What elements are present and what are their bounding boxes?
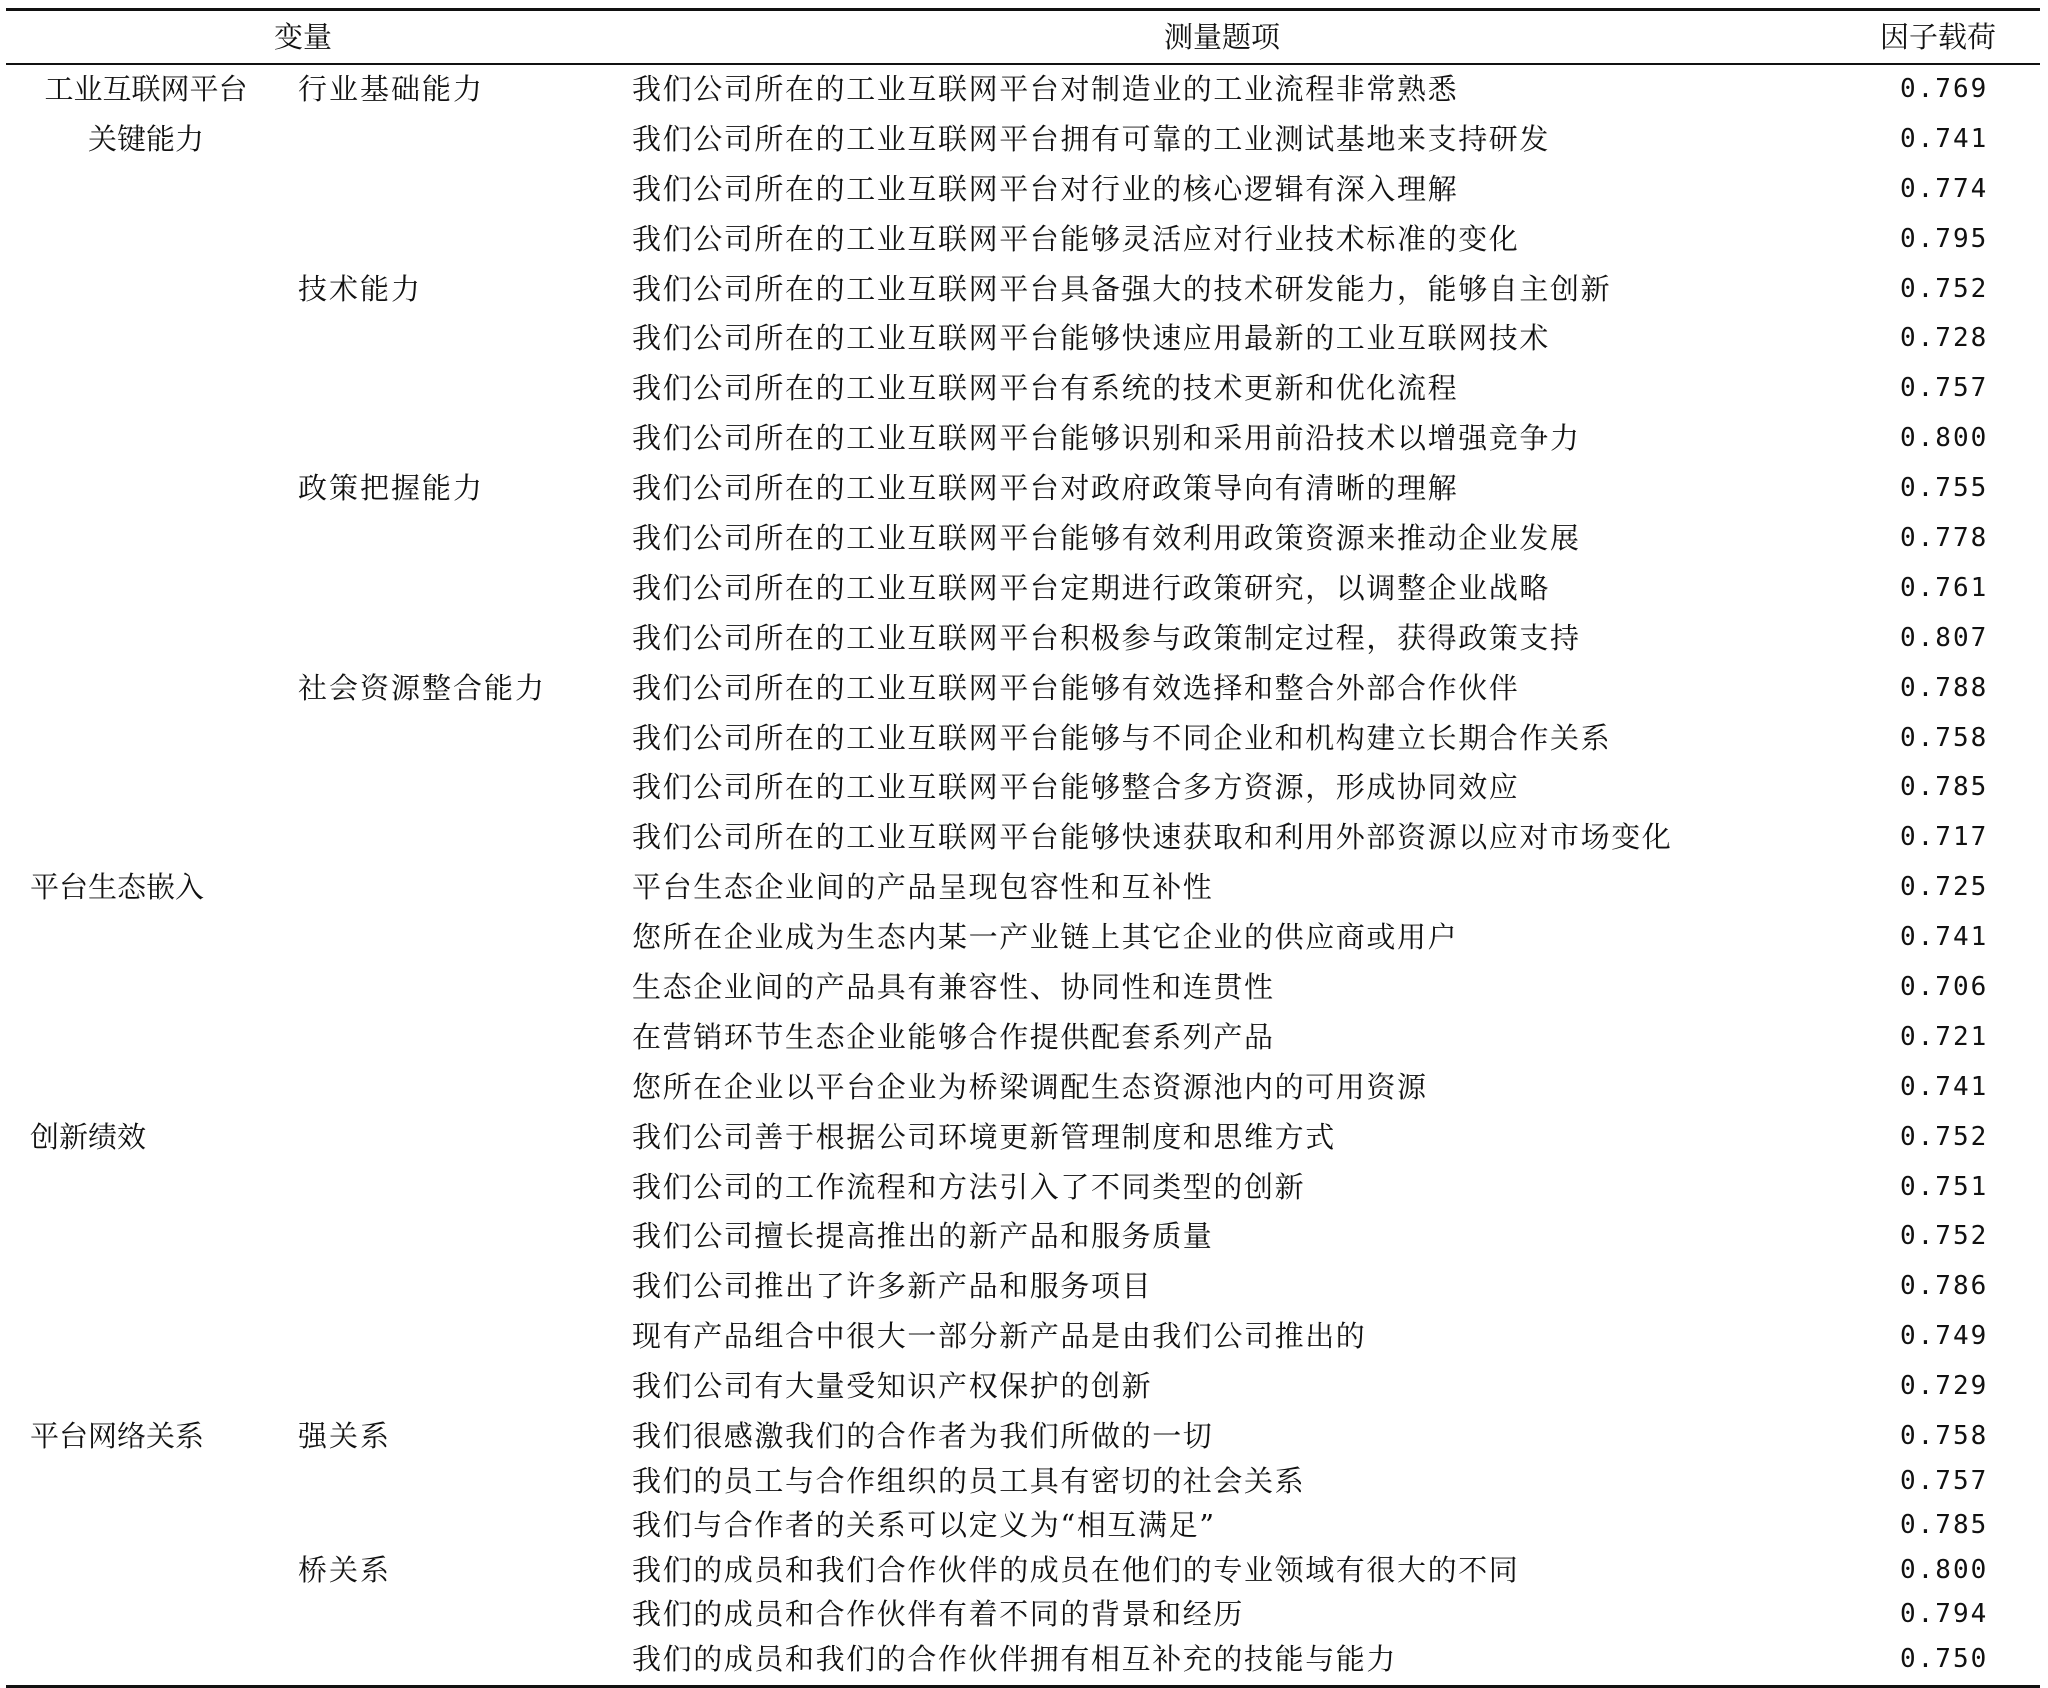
factor-loading-cell: 0.800 xyxy=(1900,423,1989,454)
table-row xyxy=(6,1546,2040,1591)
sub-variable-cell: 技术能力 xyxy=(298,271,423,306)
table-row xyxy=(6,1635,2040,1680)
table-row xyxy=(6,1113,2040,1163)
measurement-item-cell: 我们公司所在的工业互联网平台积极参与政策制定过程，获得政策支持 xyxy=(632,620,1581,655)
measurement-item-cell: 我们公司所在的工业互联网平台拥有可靠的工业测试基地来支持研发 xyxy=(632,121,1551,156)
header-factor-loading: 因子载荷 xyxy=(1880,20,1997,54)
factor-loading-cell: 0.741 xyxy=(1900,1071,1989,1102)
measurement-item-cell: 我们公司推出了许多新产品和服务项目 xyxy=(632,1269,1153,1304)
factor-loading-cell: 0.785 xyxy=(1900,772,1989,803)
measurement-item-cell: 我们的成员和我们合作伙伴的成员在他们的专业领域有很大的不同 xyxy=(632,1552,1520,1587)
variable-cell: 平台网络关系 xyxy=(30,1419,205,1454)
measurement-item-cell: 我们公司所在的工业互联网平台能够灵活应对行业技术标准的变化 xyxy=(632,221,1520,256)
sub-variable-cell: 行业基础能力 xyxy=(298,72,485,106)
measurement-item-cell: 我们公司所在的工业互联网平台具备强大的技术研发能力，能够自主创新 xyxy=(632,271,1612,306)
table-row xyxy=(6,514,2040,564)
factor-loading-cell: 0.758 xyxy=(1900,722,1989,753)
factor-loading-cell: 0.785 xyxy=(1900,1510,1989,1541)
measurement-item-cell: 我们很感激我们的合作者为我们所做的一切 xyxy=(632,1419,1214,1454)
measurement-item-cell: 我们的成员和合作伙伴有着不同的背景和经历 xyxy=(632,1597,1245,1632)
table-row xyxy=(6,813,2040,863)
table-row xyxy=(6,1590,2040,1635)
measurement-item-cell: 您所在企业成为生态内某一产业链上其它企业的供应商或用户 xyxy=(632,920,1459,955)
factor-loading-cell: 0.741 xyxy=(1900,123,1989,154)
factor-loading-cell: 0.725 xyxy=(1900,872,1989,903)
table-row xyxy=(6,1501,2040,1546)
table-row xyxy=(6,614,2040,664)
factor-loading-cell: 0.706 xyxy=(1900,972,1989,1003)
table-header xyxy=(6,11,2040,63)
header-measurement-item: 测量题项 xyxy=(1164,20,1281,54)
factor-loading-cell: 0.755 xyxy=(1900,473,1989,504)
table-row xyxy=(6,165,2040,215)
measurement-item-cell: 我们公司的工作流程和方法引入了不同类型的创新 xyxy=(632,1169,1306,1204)
factor-loading-cell: 0.717 xyxy=(1900,822,1989,853)
factor-loading-cell: 0.741 xyxy=(1900,922,1989,953)
measurement-item-cell: 我们公司所在的工业互联网平台有系统的技术更新和优化流程 xyxy=(632,371,1459,406)
measurement-item-cell: 我们公司所在的工业互联网平台对政府政策导向有清晰的理解 xyxy=(632,471,1459,506)
table-row xyxy=(6,265,2040,315)
factor-loading-cell: 0.788 xyxy=(1900,672,1989,703)
factor-loading-cell: 0.751 xyxy=(1900,1171,1989,1202)
table-row xyxy=(6,1013,2040,1063)
table-row xyxy=(6,714,2040,764)
table-row xyxy=(6,1457,2040,1502)
factor-loading-cell: 0.752 xyxy=(1900,273,1989,304)
variable-cell: 平台生态嵌入 xyxy=(30,870,205,905)
sub-variable-cell: 强关系 xyxy=(298,1419,392,1454)
table-row xyxy=(6,1163,2040,1213)
factor-loading-cell: 0.749 xyxy=(1900,1321,1989,1352)
measurement-item-cell: 我们的成员和我们的合作伙伴拥有相互补充的技能与能力 xyxy=(632,1641,1398,1676)
measurement-item-cell: 我们公司所在的工业互联网平台对制造业的工业流程非常熟悉 xyxy=(632,72,1459,106)
factor-loading-cell: 0.761 xyxy=(1900,572,1989,603)
factor-loading-cell: 0.728 xyxy=(1900,323,1989,354)
measurement-item-cell: 现有产品组合中很大一部分新产品是由我们公司推出的 xyxy=(632,1319,1367,1354)
measurement-item-cell: 我们公司所在的工业互联网平台能够整合多方资源，形成协同效应 xyxy=(632,770,1520,805)
factor-loading-cell: 0.750 xyxy=(1900,1643,1989,1674)
table-row xyxy=(6,1262,2040,1312)
sub-variable-cell: 政策把握能力 xyxy=(298,471,485,506)
measurement-item-cell: 我们与合作者的关系可以定义为“相互满足” xyxy=(632,1508,1216,1543)
table-row xyxy=(6,364,2040,414)
measurement-item-cell: 我们公司所在的工业互联网平台能够快速应用最新的工业互联网技术 xyxy=(632,321,1551,356)
table-row xyxy=(6,1412,2040,1457)
sub-variable-cell: 桥关系 xyxy=(298,1552,392,1587)
factor-loading-cell: 0.721 xyxy=(1900,1021,1989,1052)
factor-loading-cell: 0.778 xyxy=(1900,523,1989,554)
table-row xyxy=(6,664,2040,714)
table-row xyxy=(6,1362,2040,1412)
factor-loading-cell: 0.752 xyxy=(1900,1121,1989,1152)
factor-loading-cell: 0.800 xyxy=(1900,1554,1989,1585)
table-body xyxy=(6,65,2040,1679)
measurement-item-cell: 我们公司有大量受知识产权保护的创新 xyxy=(632,1369,1153,1404)
measurement-item-cell: 我们公司所在的工业互联网平台能够有效利用政策资源来推动企业发展 xyxy=(632,521,1581,556)
measurement-item-cell: 我们公司所在的工业互联网平台能够有效选择和整合外部合作伙伴 xyxy=(632,670,1520,705)
variable-cell: 工业互联网平台 xyxy=(44,72,248,106)
table-row xyxy=(6,913,2040,963)
measurement-item-cell: 您所在企业以平台企业为桥梁调配生态资源池内的可用资源 xyxy=(632,1069,1428,1104)
factor-loading-cell: 0.757 xyxy=(1900,1465,1989,1496)
measurement-item-cell: 生态企业间的产品具有兼容性、协同性和连贯性 xyxy=(632,970,1275,1005)
factor-loading-cell: 0.729 xyxy=(1900,1371,1989,1402)
measurement-item-cell: 我们公司所在的工业互联网平台能够与不同企业和机构建立长期合作关系 xyxy=(632,720,1612,755)
table-row xyxy=(6,1312,2040,1362)
measurement-item-cell: 我们公司善于根据公司环境更新管理制度和思维方式 xyxy=(632,1119,1336,1154)
measurement-item-cell: 平台生态企业间的产品呈现包容性和互补性 xyxy=(632,870,1214,905)
header-variable: 变量 xyxy=(274,20,333,54)
table-row xyxy=(6,65,2040,115)
factor-loading-cell: 0.758 xyxy=(1900,1421,1989,1452)
factor-loading-cell: 0.774 xyxy=(1900,173,1989,204)
table-row xyxy=(6,1063,2040,1113)
measurement-item-cell: 我们的员工与合作组织的员工具有密切的社会关系 xyxy=(632,1463,1306,1498)
variable-cell: 创新绩效 xyxy=(30,1119,147,1154)
table-row xyxy=(6,314,2040,364)
measurement-item-cell: 我们公司所在的工业互联网平台定期进行政策研究，以调整企业战略 xyxy=(632,570,1551,605)
table-row xyxy=(6,414,2040,464)
table-row xyxy=(6,1212,2040,1262)
measurement-item-cell: 我们公司所在的工业互联网平台能够识别和采用前沿技术以增强竞争力 xyxy=(632,421,1581,456)
factor-loading-cell: 0.769 xyxy=(1900,74,1989,104)
table-row xyxy=(6,464,2040,514)
table-row xyxy=(6,763,2040,813)
table-row xyxy=(6,564,2040,614)
factor-loading-cell: 0.807 xyxy=(1900,622,1989,653)
measurement-item-cell: 在营销环节生态企业能够合作提供配套系列产品 xyxy=(632,1019,1275,1054)
factor-loading-cell: 0.752 xyxy=(1900,1221,1989,1252)
table-row xyxy=(6,215,2040,265)
table-row xyxy=(6,863,2040,913)
factor-loading-cell: 0.794 xyxy=(1900,1599,1989,1630)
measurement-item-cell: 我们公司擅长提高推出的新产品和服务质量 xyxy=(632,1219,1214,1254)
variable-cell: 关键能力 xyxy=(87,121,204,156)
measurement-item-cell: 我们公司所在的工业互联网平台能够快速获取和利用外部资源以应对市场变化 xyxy=(632,820,1673,855)
factor-loading-cell: 0.786 xyxy=(1900,1271,1989,1302)
measurement-item-cell: 我们公司所在的工业互联网平台对行业的核心逻辑有深入理解 xyxy=(632,171,1459,206)
factor-loading-table xyxy=(6,8,2040,1688)
table-row xyxy=(6,963,2040,1013)
table-row xyxy=(6,115,2040,165)
factor-loading-cell: 0.795 xyxy=(1900,223,1989,254)
factor-loading-cell: 0.757 xyxy=(1900,373,1989,404)
sub-variable-cell: 社会资源整合能力 xyxy=(298,670,547,705)
